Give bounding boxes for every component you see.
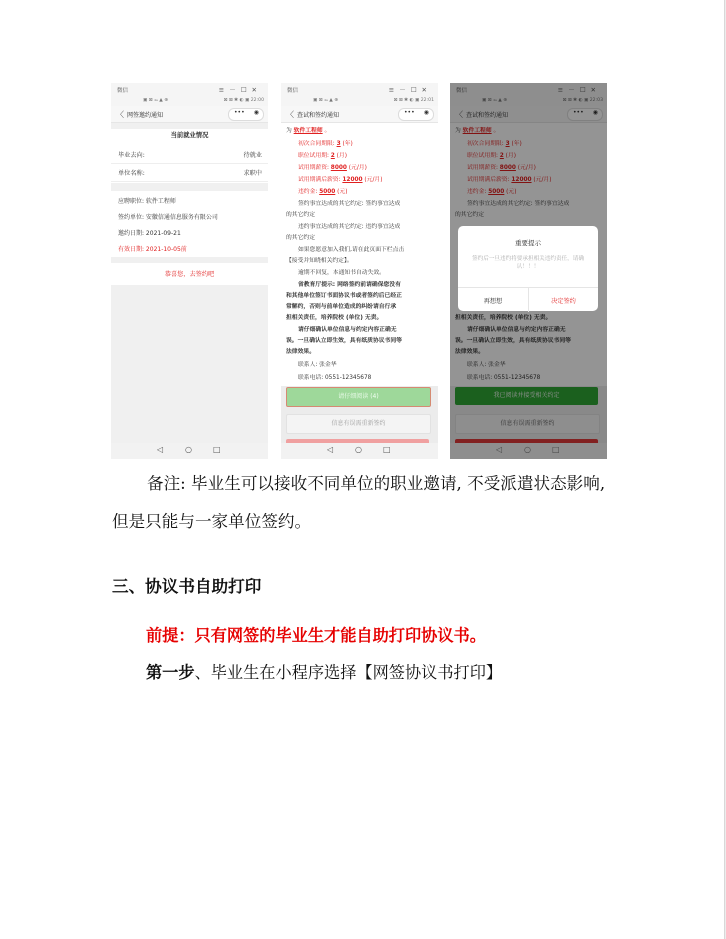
phone-screenshot-invitation	[111, 83, 268, 459]
nav-back-icon[interactable]: ◁	[327, 445, 334, 454]
nav-recent-icon[interactable]: □	[552, 445, 560, 454]
text-line: 的其它约定	[286, 212, 315, 218]
accept-agreement-button[interactable]: 我已阅读并接受相关约定	[455, 387, 598, 405]
android-nav-bar	[111, 443, 268, 459]
detail-valid-date: 有效日期: 2021-10-05前	[118, 246, 187, 253]
step-label: 第一步	[146, 663, 195, 682]
probation-salary: 试用期薪资: 8000 (元/月)	[298, 165, 367, 171]
capsule-menu	[398, 108, 434, 121]
close-target-icon[interactable]: ◉	[253, 109, 259, 116]
regular-salary: 试用期满后薪资: 12000 (元/月)	[298, 177, 383, 183]
close-icon[interactable]: ✕	[590, 86, 601, 94]
back-icon[interactable]: 〈	[116, 110, 124, 119]
premise-text: 前提：只有网签的毕业生才能自助打印协议书。	[146, 626, 486, 645]
detail-invite-date: 邀约日期: 2021-09-21	[118, 230, 181, 237]
status-icons-right: ⊠ ⊠ ✱ ◐ ▣ 22:00	[223, 98, 264, 103]
position-line: 为 软件工程师 。	[286, 128, 331, 134]
window-controls	[389, 85, 432, 94]
text-line: 签约事宜达成的其它约定: 签约事宜达成	[298, 201, 401, 207]
empty-area	[111, 285, 268, 443]
divider	[111, 123, 268, 129]
dialog-message: 签约后一旦违约将要承担相关违约责任，请确认！！！	[472, 256, 584, 271]
more-icon[interactable]: •••	[573, 109, 584, 116]
text-line: 逾期不回复，本通知书自动失效。	[298, 270, 385, 276]
probation-salary: 试用期薪资: 8000 (元/月)	[467, 165, 536, 171]
probation-period: 职位试用期: 2 (月)	[467, 153, 516, 159]
notice-line: 担相关责任，培养院校 (单位) 无责。	[455, 315, 552, 321]
capsule-menu	[228, 108, 264, 121]
notice-line: 和其他单位签订书面协议书或者签约后已经正	[286, 293, 402, 299]
nav-back-icon[interactable]: ◁	[157, 445, 164, 454]
nav-recent-icon[interactable]: □	[383, 445, 391, 454]
maximize-icon[interactable]: ☐	[410, 86, 422, 94]
contract-term: 初次合同期限: 3 (年)	[298, 141, 353, 147]
confirm-dialog	[458, 226, 598, 311]
contact-person: 联系人: 张金华	[467, 362, 506, 368]
dialog-title: 重要提示	[515, 239, 541, 247]
back-icon[interactable]: 〈	[455, 110, 463, 119]
menu-icon[interactable]: ≡	[557, 86, 569, 94]
nav-back-icon[interactable]: ◁	[496, 445, 503, 454]
minimize-icon[interactable]: －	[399, 86, 411, 94]
close-icon[interactable]: ✕	[421, 86, 432, 94]
penalty: 违约金: 5000 (元)	[298, 189, 348, 195]
close-target-icon[interactable]: ◉	[423, 109, 429, 116]
text-line: 【接受并知晓相关约定】。	[286, 258, 353, 264]
note-line-1: 备注: 毕业生可以接收不同单位的职业邀请, 不受派遣状态影响,	[147, 474, 606, 493]
divider	[111, 257, 268, 263]
text-line: 如果您愿意加入我们,请在此页面下栏点击	[298, 247, 405, 253]
more-icon[interactable]: •••	[404, 109, 415, 116]
app-name: 微信	[117, 88, 129, 94]
android-nav-bar	[281, 443, 438, 459]
status-bar	[281, 96, 438, 106]
contract-term: 初次合同期限: 3 (年)	[467, 141, 522, 147]
menu-icon[interactable]: ≡	[388, 86, 400, 94]
window-titlebar	[281, 83, 438, 96]
close-icon[interactable]: ✕	[251, 86, 262, 94]
status-icons-right: ⊠ ⊠ ✱ ◐ ▣ 22:03	[562, 98, 603, 103]
info-row-destination	[111, 146, 268, 164]
maximize-icon[interactable]: ☐	[240, 86, 252, 94]
back-icon[interactable]: 〈	[286, 110, 294, 119]
contact-phone: 联系电话: 0551-12345678	[467, 375, 541, 381]
notice-line: 误。一旦确认立即生效，具有纸质协议书同等	[455, 338, 571, 344]
probation-period: 职位试用期: 2 (月)	[298, 153, 347, 159]
more-icon[interactable]: •••	[234, 109, 245, 116]
notice-line: 请仔细确认单位信息与约定内容正确无	[467, 327, 566, 333]
notice-line: 法律效果。	[455, 349, 484, 355]
detail-company: 签约单位: 安徽信通信息服务有限公司	[118, 214, 218, 221]
notice-line: 常解约，否则与前单位造成的纠纷请自行承	[286, 304, 397, 310]
row-key: 单位名称:	[118, 170, 145, 177]
nav-bar	[111, 106, 268, 123]
status-icons-right: ⊠ ⊠ ✱ ◐ ▣ 22:01	[393, 98, 434, 103]
row-key: 毕业去向:	[118, 152, 145, 159]
status-icons-left: ▣ ⊠ ₄ₐ ▲ ⊕	[143, 98, 169, 103]
window-titlebar	[111, 83, 268, 96]
info-error-button[interactable]: 信息有误需重新签约	[455, 414, 600, 434]
maximize-icon[interactable]: ☐	[579, 86, 591, 94]
nav-bar	[281, 106, 438, 123]
status-bar	[111, 96, 268, 106]
phone-screenshot-contract	[281, 83, 438, 459]
notice-line: 请仔细确认单位信息与约定内容正确无	[298, 327, 397, 333]
status-icons-left: ▣ ⊠ ₄ₐ ▲ ⊕	[482, 98, 508, 103]
notice-line: 法律效果。	[286, 349, 315, 355]
minimize-icon[interactable]: －	[229, 86, 241, 94]
note-line-2: 但是只能与一家单位签约。	[112, 512, 312, 531]
dialog-buttons	[458, 287, 598, 312]
text-line: 违约事宜达成的其它约定: 违约事宜达成	[298, 224, 401, 230]
nav-home-icon[interactable]: ○	[524, 445, 531, 454]
confirm-sign-button[interactable]: 决定签约	[551, 298, 576, 305]
minimize-icon[interactable]: －	[568, 86, 580, 94]
notice-line: 担相关责任，培养院校 (单位) 无责。	[286, 315, 383, 321]
nav-home-icon[interactable]: ○	[355, 445, 362, 454]
penalty: 违约金: 5000 (元)	[467, 189, 517, 195]
section-title: 当前就业情况	[170, 132, 209, 139]
regular-salary: 试用期满后薪资: 12000 (元/月)	[467, 177, 552, 183]
android-nav-bar	[450, 443, 607, 459]
notice-line: 误。一旦确认立即生效，具有纸质协议书同等	[286, 338, 402, 344]
menu-icon[interactable]: ≡	[218, 86, 230, 94]
info-error-button[interactable]: 信息有误需重新签约	[286, 414, 431, 434]
contact-phone: 联系电话: 0551-12345678	[298, 375, 372, 381]
nav-recent-icon[interactable]: □	[213, 445, 221, 454]
window-controls	[219, 85, 262, 94]
nav-home-icon[interactable]: ○	[185, 445, 192, 454]
text-line: 的其它约定	[455, 212, 484, 218]
contact-person: 联系人: 张金华	[298, 362, 337, 368]
app-name: 微信	[456, 88, 468, 94]
text-line: 签约事宜达成的其它约定: 签约事宜达成	[467, 201, 570, 207]
page-title: 网签邀约通知	[127, 112, 164, 119]
phone-screenshot-confirm-dialog	[450, 83, 607, 459]
section-heading: 三、协议书自助打印	[112, 577, 262, 596]
position-line: 为 软件工程师 。	[455, 128, 500, 134]
status-icons-left: ▣ ⊠ ₄ₐ ▲ ⊕	[313, 98, 339, 103]
notice-line: 省教育厅提示: 网络签约前请确保您没有	[298, 282, 401, 288]
step-one-text	[146, 659, 502, 683]
info-row-company	[111, 164, 268, 182]
row-value: 求职中	[243, 170, 262, 177]
text-line: 的其它约定	[286, 235, 315, 241]
detail-position: 应聘职位: 软件工程师	[118, 198, 176, 205]
row-value: 待就业	[243, 152, 262, 159]
page-title: 查试和签约通知	[466, 112, 509, 119]
read-countdown-button[interactable]: 请仔细阅读 (4)	[286, 387, 431, 407]
close-target-icon[interactable]: ◉	[592, 109, 598, 116]
go-sign-link[interactable]: 恭喜您，去签约吧	[164, 271, 215, 278]
divider	[111, 183, 268, 191]
cancel-button[interactable]: 再想想	[483, 298, 503, 305]
page-title: 查试和签约通知	[297, 112, 340, 119]
step-description: 、毕业生在小程序选择【网签协议书打印】	[194, 663, 503, 682]
app-name: 微信	[287, 88, 299, 94]
